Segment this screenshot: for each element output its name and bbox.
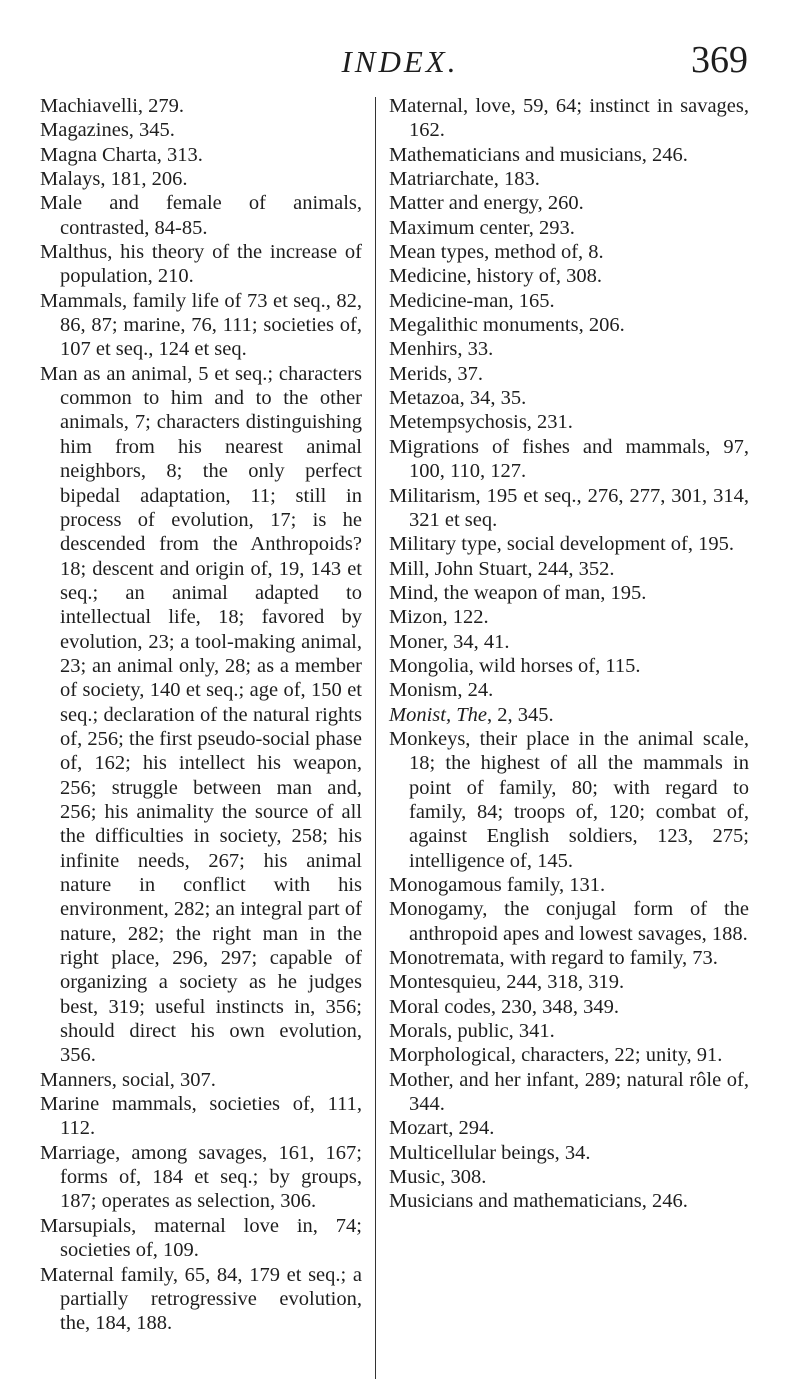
publication-title: Monist, The <box>389 703 487 726</box>
index-entry: Marine mammals, societies of, 111, 112. <box>40 1093 362 1140</box>
index-entry: Monogamous family, 131. <box>389 874 606 896</box>
index-entry: Mean types, method of, 8. <box>389 241 604 264</box>
index-entry: Man as an animal, 5 et seq.; characters common to him and to the other animals, 7; characters distinguishing him from his nearest animal neighbors, 8; the only perfect bipedal adaptation, 11; still in process of evolution, 17; is he descended from the Anthropoids? 18; descent and origin of, 19, 143 et seq.; an animal adapted to intellectual life, 18; favored by evolution, 23; a tool-making animal, 23; an animal only, 28; as a member of society, 140 et seq.; age of, 150 et seq.; declaration of the natural rights of, 256; the first pseudo-social phase of, 162; his intellect his weapon, 256; struggle between man and, 256; his animality the source of all the difficulties in society, 258; his infinite needs, 267; his animal nature in conflict with his environment, 282; an integral part of nature, 282; the right man in the right place, 296, 297; capable of organizing a society as he judges best, 319; useful instincts in, 356; should direct his own evolution, 356. <box>40 362 362 1067</box>
running-head: INDEX. <box>341 44 459 79</box>
index-entry: Megalithic monuments, 206. <box>389 314 625 337</box>
column-divider <box>375 97 376 1379</box>
index-entry: Militarism, 195 et seq., 276, 277, 301, 314, 321 et seq. <box>389 484 749 531</box>
index-entry: Manners, social, 307. <box>40 1068 216 1091</box>
index-entry: Morals, public, 341. <box>389 1020 555 1043</box>
index-entry: Musicians and mathematicians, 246. <box>389 1190 688 1213</box>
index-entry: Mother, and her infant, 289; natural rôle of, 344. <box>389 1068 749 1116</box>
index-entry: Mill, John Stuart, 244, 352. <box>389 557 615 580</box>
index-entry: Merids, 37. <box>389 362 483 385</box>
index-entry: Medicine, history of, 308. <box>389 265 602 288</box>
index-entry: Mongolia, wild horses of, 115. <box>389 654 641 677</box>
index-entry: Mind, the weapon of man, 195. <box>389 581 647 604</box>
page-header <box>0 38 800 88</box>
index-entry <box>389 703 749 727</box>
index-entry: Malthus, his theory of the increase of population, 210. <box>40 241 362 288</box>
index-entry: Mozart, 294. <box>389 1117 495 1140</box>
index-entry: Metempsychosis, 231. <box>389 411 573 434</box>
index-entry: Monogamy, the conjugal form of the anthropoid apes and lowest savages, 188. <box>389 898 749 945</box>
index-entry: Maternal, love, 59, 64; instinct in savages, 162. <box>389 95 749 142</box>
index-entry: Matriarchate, 183. <box>389 168 540 191</box>
index-entry: Malays, 181, 206. <box>40 168 188 191</box>
index-entry: Monism, 24. <box>389 679 494 702</box>
index-entry: Magazines, 345. <box>40 119 175 142</box>
index-entry: Marsupials, maternal love in, 74; societies of, 109. <box>40 1214 362 1262</box>
index-entry: Moner, 34, 41. <box>389 630 510 653</box>
index-entry: Morphological, characters, 22; unity, 91. <box>389 1044 723 1067</box>
index-entry: Maximum center, 293. <box>389 216 575 239</box>
index-entry: Mizon, 122. <box>389 606 489 629</box>
index-entry: Music, 308. <box>389 1166 487 1189</box>
index-entry: Maternal family, 65, 84, 179 et seq.; a partially retrogressive evolution, the, 184, 188. <box>40 1263 362 1335</box>
index-entry: Matter and energy, 260. <box>389 192 584 215</box>
index-entry: Monotremata, with regard to family, 73. <box>389 947 718 970</box>
index-entry: Machiavelli, 279. <box>40 95 185 117</box>
index-entry: Metazoa, 34, 35. <box>389 387 527 410</box>
left-column <box>40 94 362 1336</box>
index-entry: Migrations of fishes and mammals, 97, 100, 110, 127. <box>389 435 749 483</box>
index-entry: Marriage, among savages, 161, 167; forms of, 184 et seq.; by groups, 187; operates as selection, 306. <box>40 1141 362 1213</box>
index-entry: Monkeys, their place in the animal scale, 18; the highest of all the mammals in point of family, 80; with regard to family, 84; troops of, 120; combat of, against English soldiers, 123, 275; intelligence of, 145. <box>389 727 749 872</box>
index-entry: Menhirs, 33. <box>389 338 494 361</box>
index-entry: Medicine-man, 165. <box>389 289 555 312</box>
right-column <box>389 94 749 1214</box>
index-entry: Montesquieu, 244, 318, 319. <box>389 971 625 994</box>
index-entry: Moral codes, 230, 348, 349. <box>389 995 620 1018</box>
index-entry: Magna Charta, 313. <box>40 143 203 166</box>
index-entry: Military type, social development of, 195. <box>389 533 735 556</box>
page-number: 369 <box>691 39 748 81</box>
index-entry: Mammals, family life of 73 et seq., 82, 86, 87; marine, 76, 111; societies of, 107 et seq., 124 et seq. <box>40 289 362 361</box>
index-entry: Mathematicians and musicians, 246. <box>389 143 688 166</box>
index-entry: Multicellular beings, 34. <box>389 1141 591 1164</box>
entry-pages: , 2, 345. <box>486 703 554 726</box>
index-entry: Male and female of animals, contrasted, 84-85. <box>40 192 362 239</box>
